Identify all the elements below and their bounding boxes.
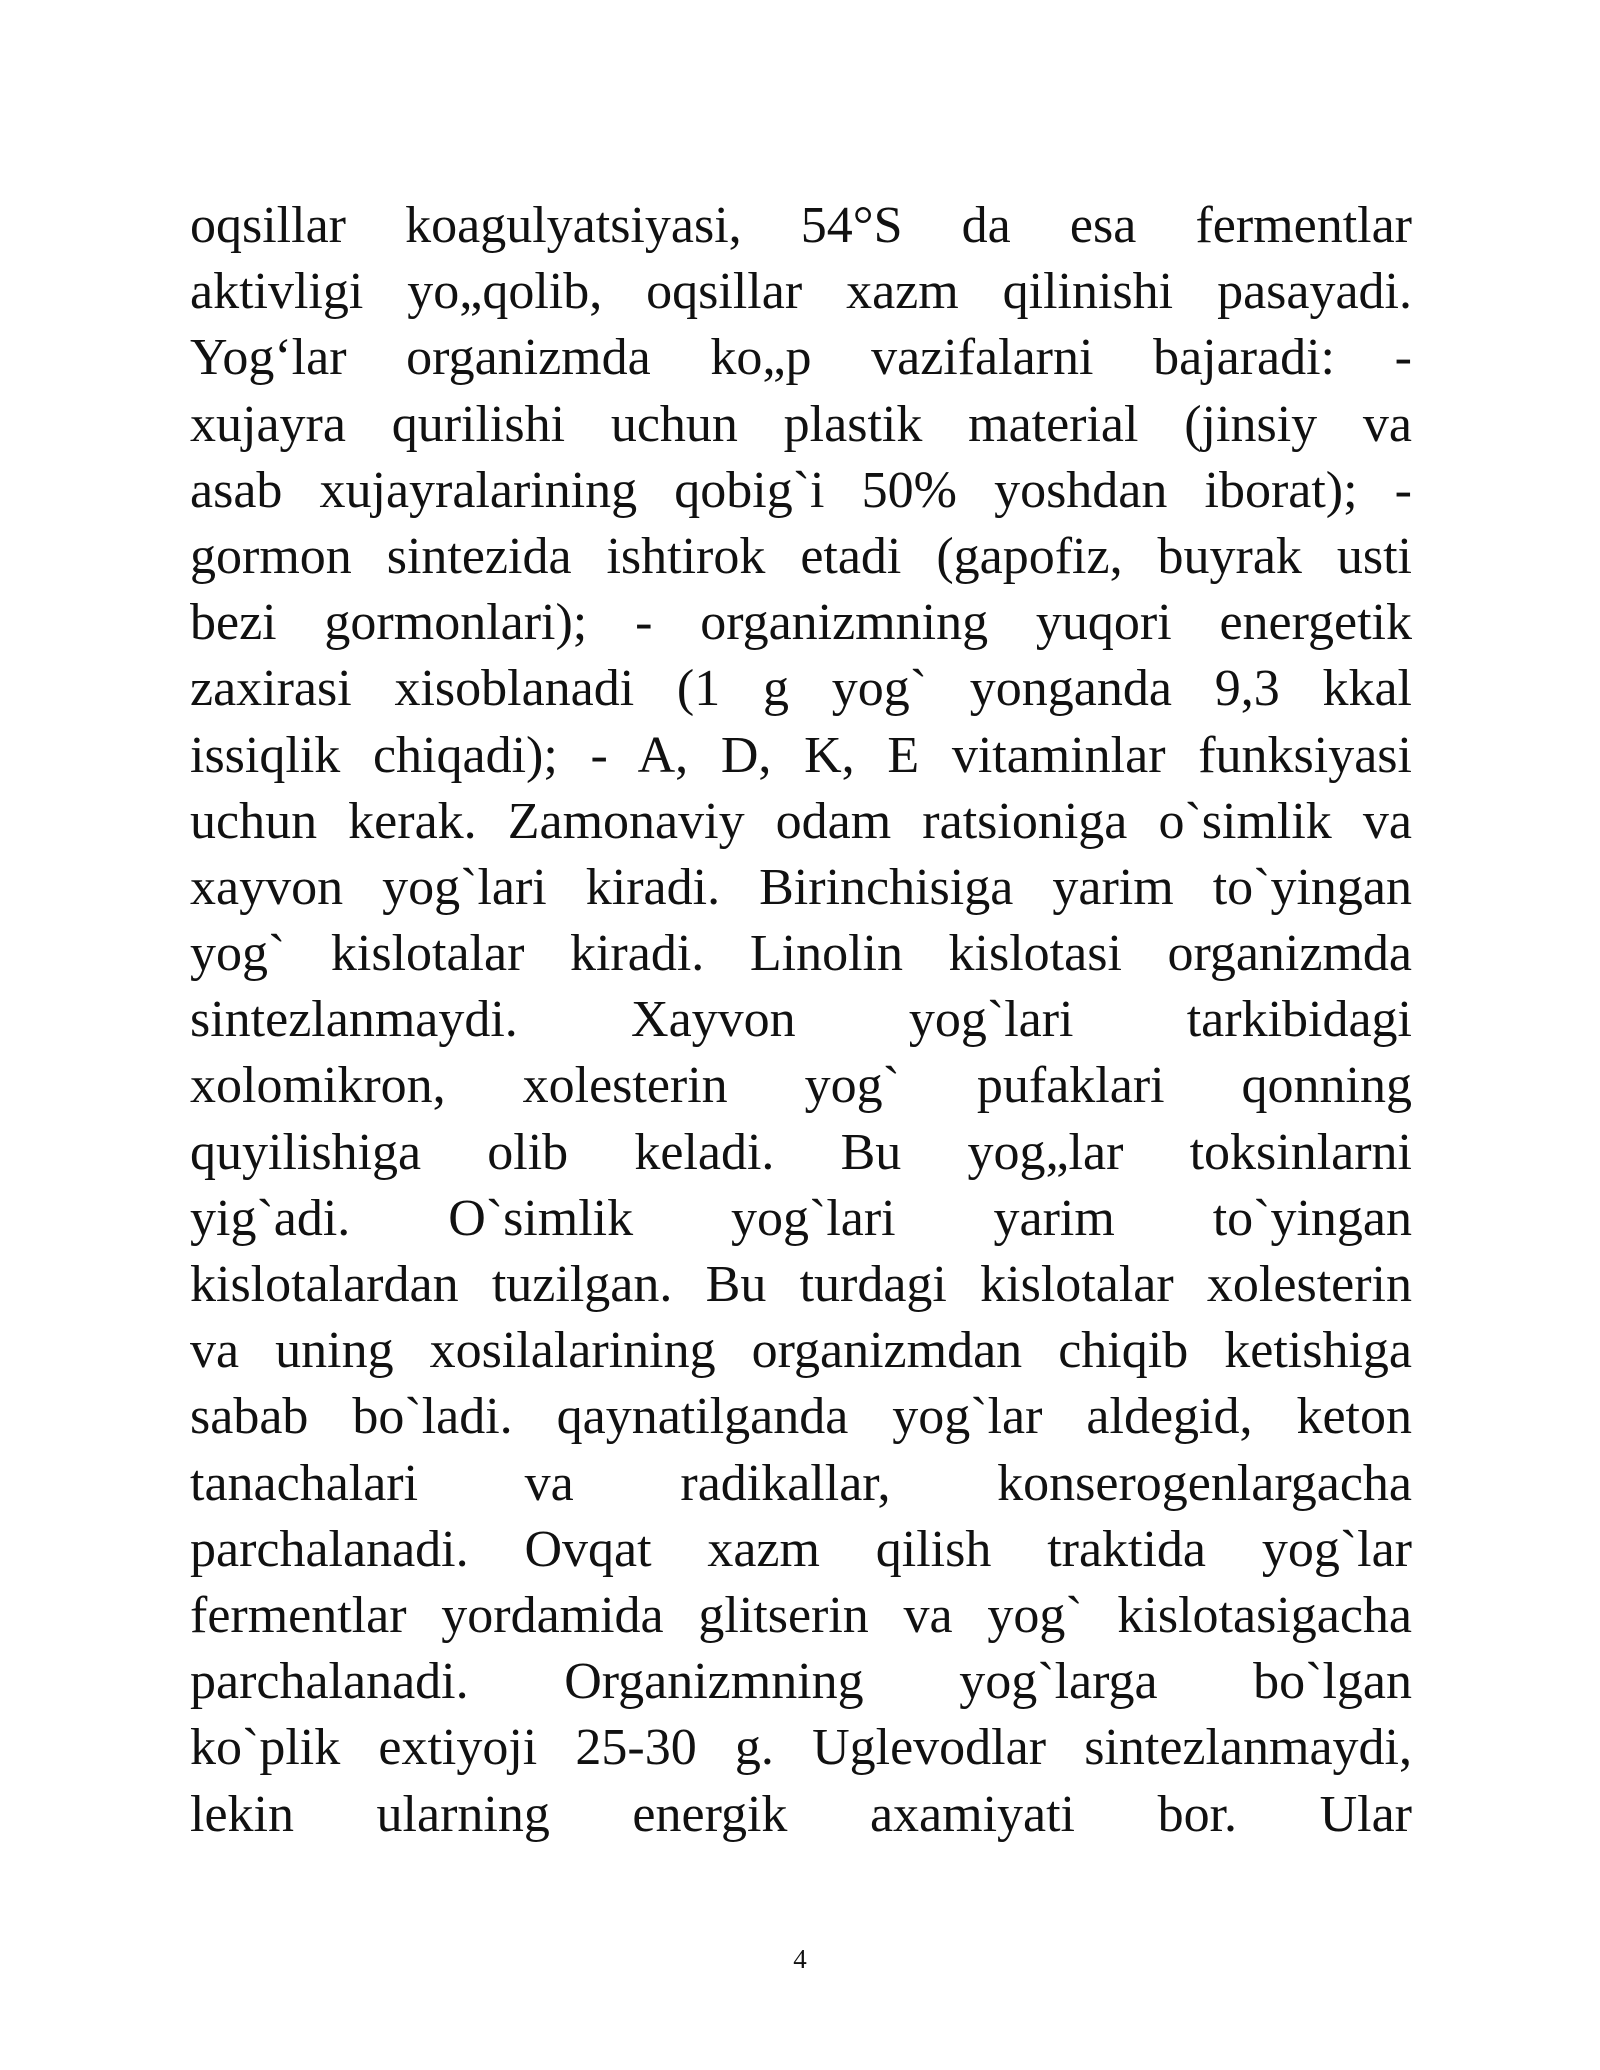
text-line: xayvon yog`lari kiradi. Birinchisiga yarim to`yingan xyxy=(190,858,1412,916)
text-line: parchalanadi. Ovqat xazm qilish traktida yog`lar xyxy=(190,1520,1412,1578)
text-line: kislotalardan tuzilgan. Bu turdagi kislotalar xolesterin xyxy=(190,1256,1412,1313)
text-line: asab xujayralarining qobig`i 50% yoshdan iborat); - xyxy=(190,461,1412,519)
page-number: 4 xyxy=(793,1944,807,1974)
text-line: issiqlik chiqadi); - A, D, K, E vitaminlar funksiyasi xyxy=(190,726,1412,784)
text-line: sintezlanmaydi. Xayvon yog`lari tarkibidagi xyxy=(190,991,1412,1049)
text-line: yig`adi. O`simlik yog`lari yarim to`yingan xyxy=(190,1189,1412,1247)
text-line: lekin ularning energik axamiyati bor. Ular xyxy=(190,1785,1412,1843)
text-line: xujayra qurilishi uchun plastik material (jinsiy va xyxy=(190,395,1412,453)
text-line: uchun kerak. Zamonaviy odam ratsioniga o`simlik va xyxy=(190,792,1412,850)
text-line: Yog‘lar organizmda ko„p vazifalarni bajaradi: - xyxy=(190,329,1412,387)
text-line: va uning xosilalarining organizmdan chiqib ketishiga xyxy=(190,1322,1412,1380)
text-line: bezi gormonlari); - organizmning yuqori energetik xyxy=(190,594,1412,652)
text-line: fermentlar yordamida glitserin va yog` kislotasigacha xyxy=(190,1586,1412,1644)
text-line: zaxirasi xisoblanadi (1 g yog` yonganda 9,3 kkal xyxy=(190,660,1412,718)
text-line: tanachalari va radikallar, konserogenlargacha xyxy=(190,1454,1412,1512)
text-line: parchalanadi. Organizmning yog`larga bo`lgan xyxy=(190,1653,1412,1711)
text-line: oqsillar koagulyatsiyasi, 54°S da esa fermentlar xyxy=(190,197,1412,254)
text-line: xolomikron, xolesterin yog` pufaklari qonning xyxy=(190,1057,1412,1115)
text-line: aktivligi yo„qolib, oqsillar xazm qilinishi pasayadi. xyxy=(190,263,1412,321)
text-line: ko`plik extiyoji 25-30 g. Uglevodlar sintezlanmaydi, xyxy=(190,1719,1412,1777)
text-line: quyilishiga olib keladi. Bu yog„lar toksinlarni xyxy=(190,1123,1412,1181)
text-line: gormon sintezida ishtirok etadi (gapofiz, buyrak usti xyxy=(190,527,1412,585)
text-line: sabab bo`ladi. qaynatilganda yog`lar aldegid, keton xyxy=(190,1388,1412,1446)
body-text xyxy=(190,193,1412,1848)
text-line: yog` kislotalar kiradi. Linolin kislotasi organizmda xyxy=(190,925,1412,983)
